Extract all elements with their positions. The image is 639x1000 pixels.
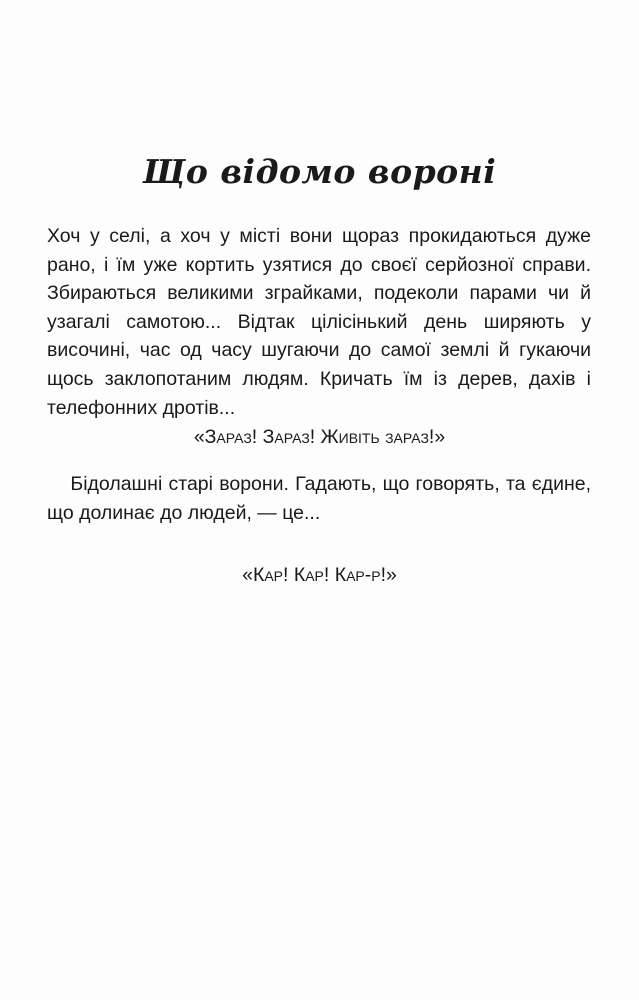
paragraph-2: Бідолашні старі ворони. Гадають, що говорять, та єдине, що долинає до людей, — це... [47, 473, 591, 524]
quote-2: «Кар! Кар! Кар-р!» [242, 564, 397, 586]
chapter-title: Що відомо вороні [142, 152, 497, 191]
paragraph-1: Хоч у селі, а хоч у місті вони щораз прокидаються дуже рано, і їм уже кортить узятися до своєї серйозної справи. Збираються великими зграйками, подеколи парами чи й узагалі самотою... Відтак цілісінький день ширяють у височині, час од часу шугаючи до самої землі й гукаючи щось заклопотаним людям. Кричать їм із дерев, дахів і телефонних дротів... [47, 225, 591, 419]
quote-1: «Зараз! Зараз! Живіть зараз!» [193, 426, 446, 448]
